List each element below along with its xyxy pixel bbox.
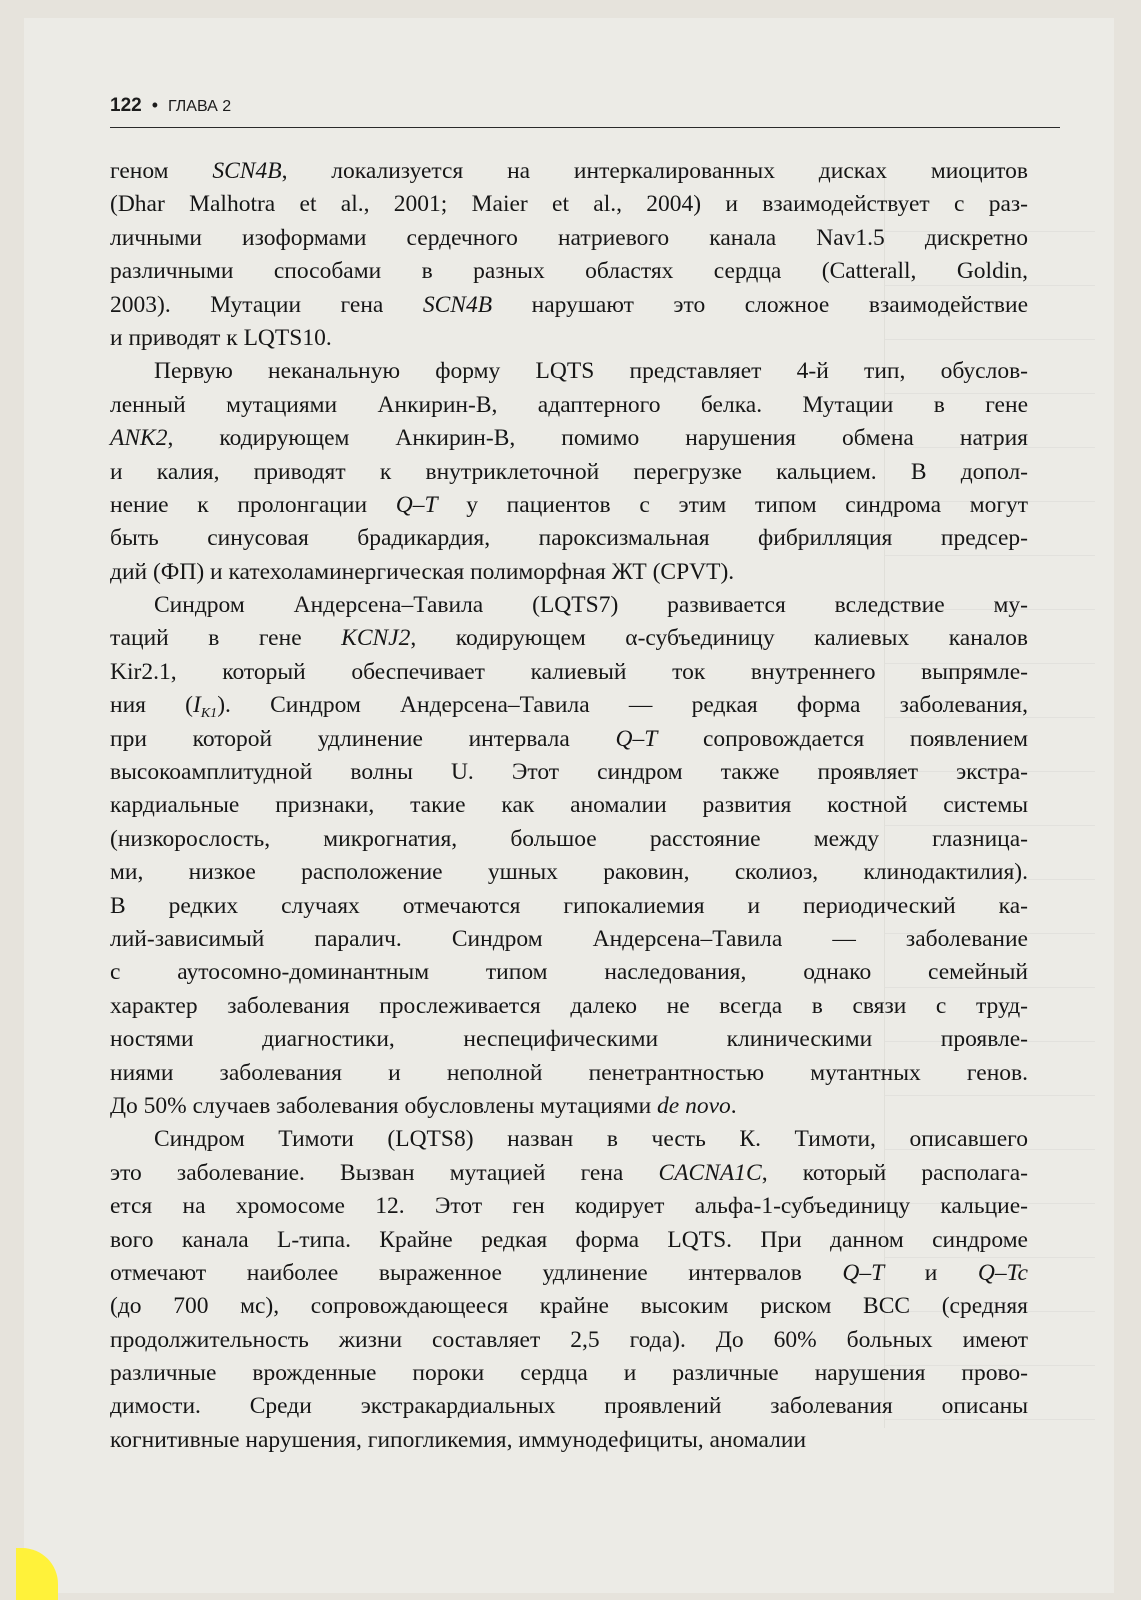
text-run: у пациентов с этим типом синдрома могут [437, 491, 1028, 518]
text-line [110, 1224, 1028, 1257]
text-line [110, 1023, 1028, 1056]
text-run: ). Синдром Андерсена–Тавила — редкая форма заболевания, [217, 692, 1028, 719]
text-run: кардиальные признаки, такие как аномалии развития костной системы [110, 792, 1028, 819]
text-run: (до 700 мс), сопровождающееся крайне высоким риском ВСС (средняя [110, 1293, 1028, 1320]
text-run: . [730, 1092, 737, 1119]
text-run: Синдром Андерсена–Тавила (LQTS7) развивается вследствие му- [154, 592, 1028, 619]
text-line [110, 422, 1028, 455]
italic-term: SCN4B [212, 158, 282, 184]
text-run: , кодирующем α-субъединицу калиевых каналов [410, 625, 1029, 652]
text-line [110, 890, 1028, 923]
text-run: когнитивные нарушения, гипогликемия, иммунодефициты, аномалии [110, 1426, 807, 1453]
text-line [110, 188, 1028, 221]
text-run: дий (ФП) и катехоламинергическая полиморфная ЖТ (CPVT). [110, 558, 735, 585]
text-run: различные врожденные пороки сердца и различные нарушения прово- [110, 1360, 1028, 1387]
italic-term: Q–T [615, 725, 658, 752]
italic-term: I [193, 692, 201, 719]
text-line [110, 1324, 1028, 1357]
text-run: ностями диагностики, неспецифическими клиническими проявле- [110, 1026, 1028, 1053]
text-line [110, 289, 1028, 322]
text-line [110, 723, 1028, 756]
text-line [110, 456, 1028, 489]
text-run: личными изоформами сердечного натриевого канала Nav1.5 дискретно [110, 224, 1028, 251]
text-run: различными способами в разных областях сердца (Catterall, Goldin, [110, 258, 1028, 285]
text-run: , который располага- [761, 1159, 1029, 1186]
italic-term: Q–Tc [977, 1259, 1028, 1286]
text-line [110, 1123, 1028, 1156]
text-line [110, 222, 1028, 255]
text-line [110, 622, 1028, 655]
italic-term: Q–T [842, 1259, 885, 1286]
text-run: и приводят к LQTS10. [110, 324, 332, 351]
text-line [110, 990, 1028, 1023]
text-run: , локализуется на интеркалированных дисках миоцитов [281, 158, 1028, 184]
text-run: , кодирующем Анкирин-В, помимо нарушения обмена натрия [167, 425, 1028, 452]
text-run: продолжительность жизни составляет 2,5 года). До 60% больных имеют [110, 1326, 1028, 1353]
italic-term: Q–T [395, 491, 438, 518]
text-run: ниями заболевания и неполной пенетрантностью мутантных генов. [110, 1059, 1028, 1086]
italic-term: SCN4B [422, 291, 493, 318]
text-line [110, 1290, 1028, 1323]
text-line [110, 756, 1028, 789]
text-run: (Dhar Malhotra et al., 2001; Maier et al., 2004) и взаимодействует с раз- [110, 191, 1028, 218]
text-line [110, 556, 1028, 589]
text-run: с аутосомно-доминантным типом наследования, однако семейный [110, 959, 1028, 986]
text-line [110, 956, 1028, 989]
text-run: 2003). Мутации гена [110, 291, 423, 318]
text-line [110, 1057, 1028, 1090]
text-line [110, 1257, 1028, 1290]
text-run: Первую неканальную форму LQTS представляет 4-й тип, обуслов- [154, 358, 1028, 385]
text-line [110, 856, 1028, 889]
text-run: До 50% случаев заболевания обусловлены мутациями [110, 1092, 658, 1119]
text-line [110, 155, 1028, 188]
text-run: ми, низкое расположение ушных раковин, сколиоз, клинодактилия). [110, 859, 1028, 886]
text-run: и [884, 1259, 978, 1286]
text-run: это заболевание. Вызван мутацией гена [110, 1159, 659, 1186]
text-line [110, 789, 1028, 822]
header-rule [110, 127, 1060, 128]
text-run: ния ( [110, 692, 194, 719]
text-run: Kir2.1, который обеспечивает калиевый ток внутреннего выпрямле- [110, 658, 1028, 685]
text-line [110, 322, 1028, 355]
text-line [110, 522, 1028, 555]
text-run: геном [110, 158, 213, 184]
chapter-title: ГЛАВА 2 [168, 98, 232, 115]
text-run: нарушают это сложное взаимодействие [492, 291, 1028, 318]
text-run: вого канала L-типа. Крайне редкая форма LQTS. При данном синдроме [110, 1226, 1028, 1253]
text-line [110, 1157, 1028, 1190]
italic-term: de novo [657, 1092, 731, 1119]
text-line [110, 389, 1028, 422]
italic-term: KCNJ2 [341, 625, 411, 652]
text-line [110, 255, 1028, 288]
text-run: Синдром Тимоти (LQTS8) назван в честь К. Тимоти, описавшего [154, 1126, 1028, 1153]
page-number: 122 [110, 95, 142, 116]
text-run: димости. Среди экстракардиальных проявлений заболевания описаны [110, 1393, 1028, 1420]
text-line [110, 689, 1028, 722]
running-header [110, 95, 1060, 127]
italic-term: ANK2 [110, 425, 168, 452]
text-run: при которой удлинение интервала [110, 725, 616, 752]
text-line [110, 1190, 1028, 1223]
text-line [110, 355, 1028, 388]
text-line [110, 1424, 1028, 1457]
text-line [110, 656, 1028, 689]
text-run: таций в гене [110, 625, 342, 652]
text-line [110, 589, 1028, 622]
text-run: нение к пролонгации [110, 491, 396, 518]
text-run: лий-зависимый паралич. Синдром Андерсена–Тавила — заболевание [110, 925, 1028, 952]
header-bullet: • [151, 95, 159, 115]
text-run: ленный мутациями Анкирин-В, адаптерного белка. Мутации в гене [110, 391, 1028, 418]
text-run: характер заболевания прослеживается далеко не всегда в связи с труд- [110, 992, 1028, 1019]
text-run: и калия, приводят к внутриклеточной перегрузке кальцием. В допол- [110, 458, 1028, 485]
text-run: (низкорослость, микрогнатия, большое расстояние между глазница- [110, 825, 1028, 852]
body-text [110, 155, 1028, 1457]
text-line [110, 1357, 1028, 1390]
text-run: В редких случаях отмечаются гипокалиемия и периодический ка- [110, 892, 1028, 919]
italic-term: CACNA1C [658, 1159, 762, 1186]
text-run: высокоамплитудной волны U. Этот синдром также проявляет экстра- [110, 759, 1028, 786]
text-line [110, 823, 1028, 856]
text-line [110, 1390, 1028, 1423]
text-run: отмечают наиболее выраженное удлинение интервалов [110, 1259, 843, 1286]
text-run: быть синусовая брадикардия, пароксизмальная фибрилляция предсер- [110, 525, 1028, 552]
text-line [110, 489, 1028, 522]
text-run: ется на хромосоме 12. Этот ген кодирует альфа-1-субъединицу кальцие- [110, 1193, 1028, 1220]
italic-term: K1 [200, 706, 218, 722]
text-line [110, 1090, 1028, 1123]
text-run: сопровождается появлением [657, 725, 1029, 752]
text-line [110, 923, 1028, 956]
